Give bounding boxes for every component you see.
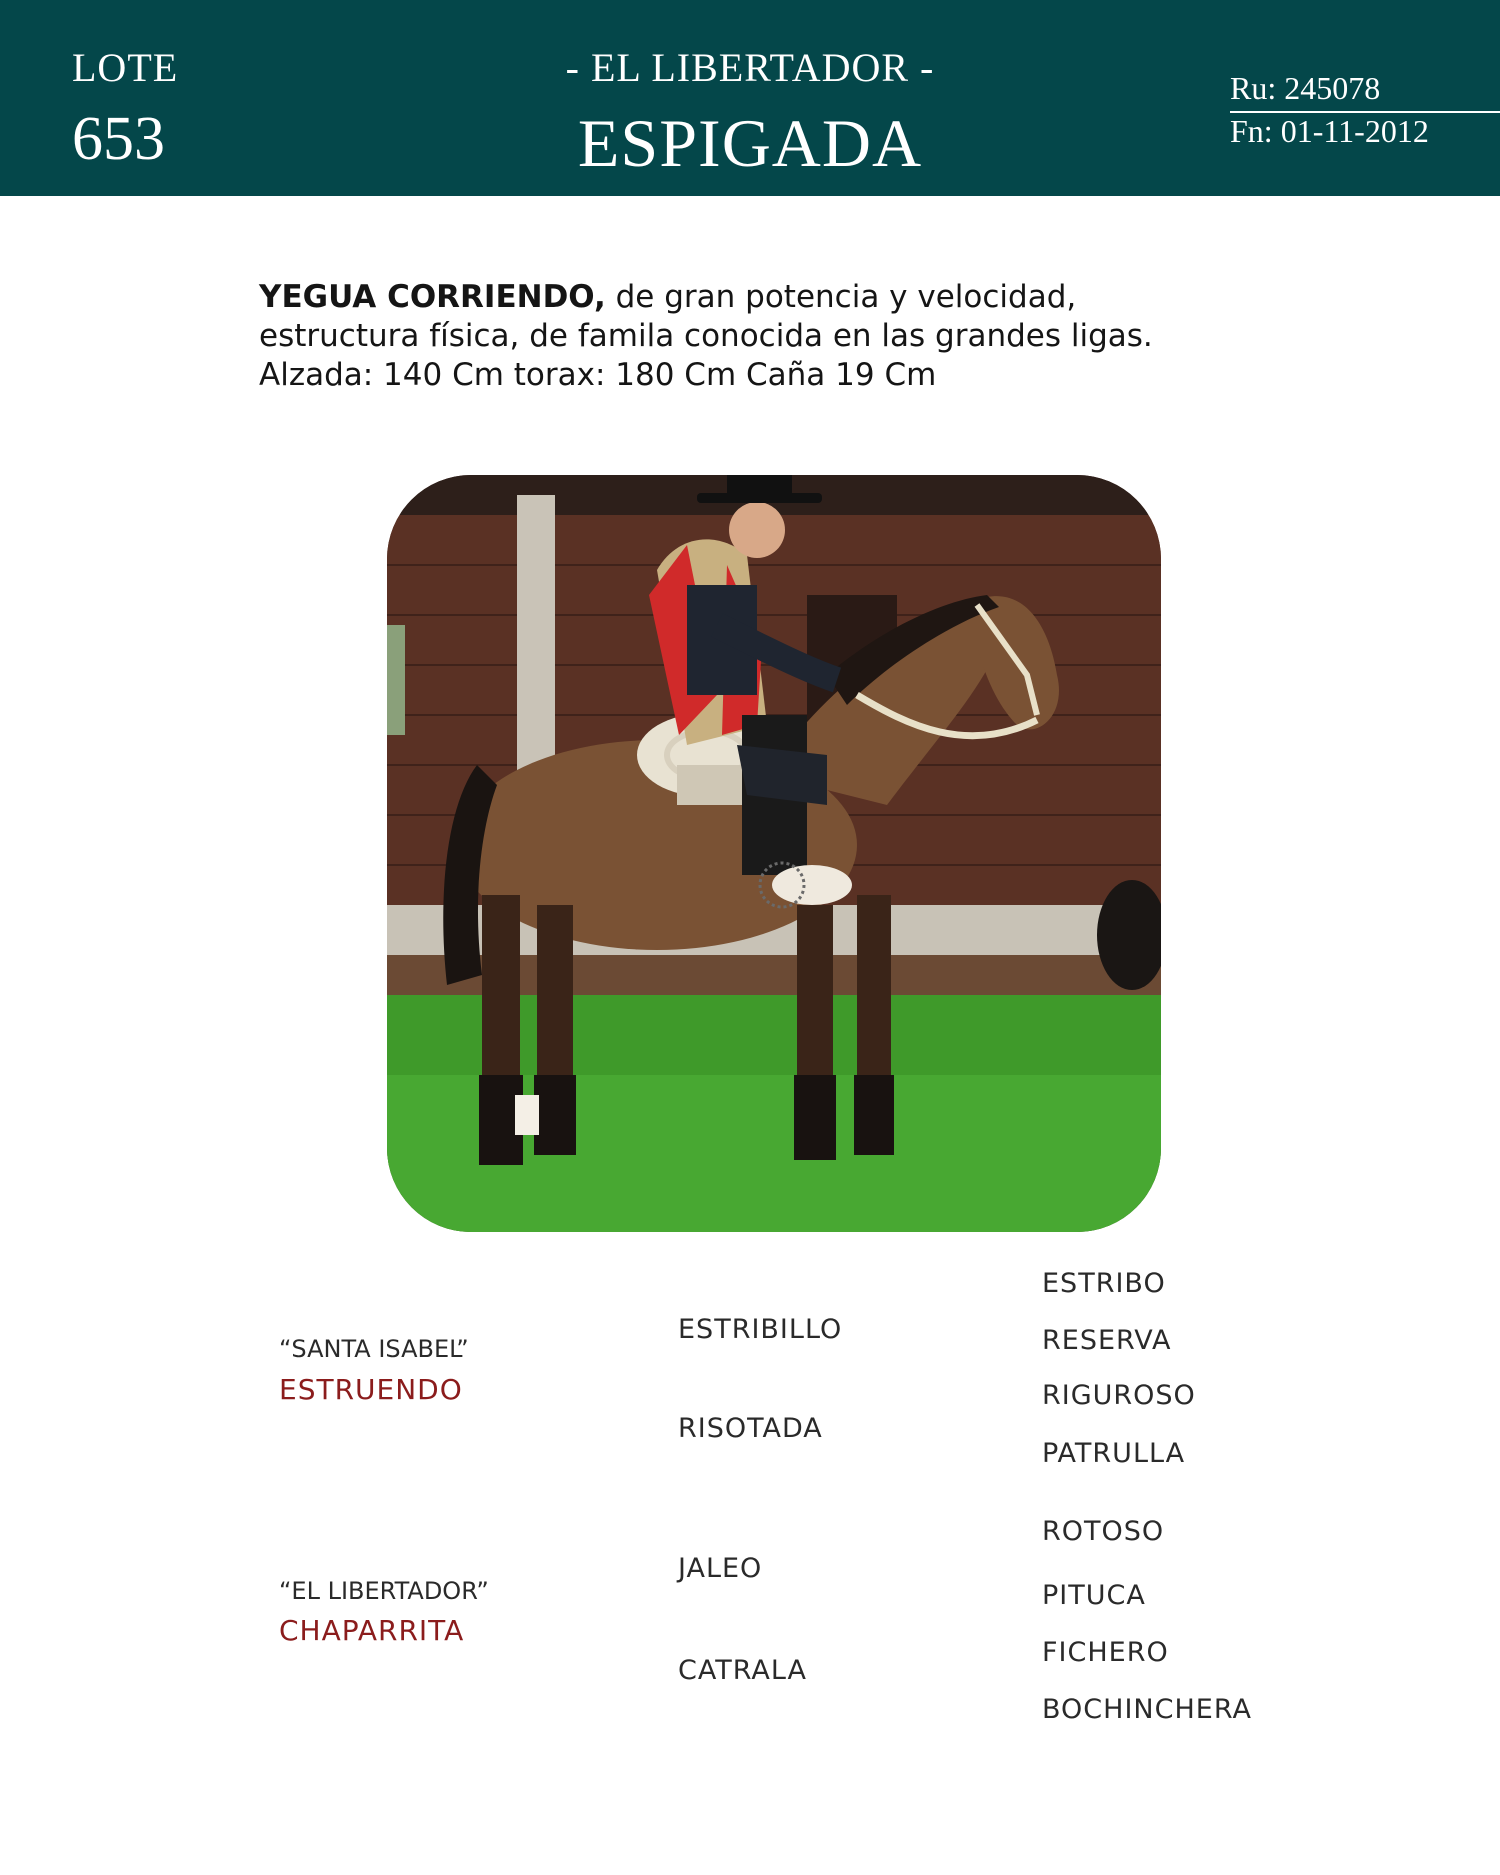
- lot-header: [0, 0, 1500, 196]
- grandparent-item: RISOTADA: [678, 1413, 823, 1444]
- horse-with-rider-photo: [387, 475, 1161, 1232]
- registration-number: Ru: 245078: [1230, 70, 1381, 106]
- description-text: de gran potencia y velocidad, estructura física, de famila conocida en las grandes ligas. Alzada: 140 Cm torax: 180 Cm Caña 19 Cm: [259, 279, 1153, 393]
- great-grandparent-item: PATRULLA: [1042, 1438, 1186, 1469]
- great-grandparent-item: BOCHINCHERA: [1042, 1694, 1252, 1725]
- grandparent-item: JALEO: [678, 1553, 763, 1584]
- breeder-name: - EL LIBERTADOR -: [565, 45, 935, 90]
- lot-number: 653: [72, 105, 165, 173]
- photo-illustration: [387, 475, 1161, 1232]
- dam-name: CHAPARRITA: [279, 1614, 465, 1647]
- great-grandparent-item: FICHERO: [1042, 1637, 1169, 1668]
- great-grandparent-item: RIGUROSO: [1042, 1380, 1196, 1411]
- sire-name: ESTRUENDO: [279, 1373, 463, 1406]
- great-grandparent-item: RESERVA: [1042, 1325, 1172, 1356]
- birth-date: Fn: 01-11-2012: [1230, 113, 1429, 149]
- great-grandparent-item: ROTOSO: [1042, 1516, 1165, 1547]
- grandparent-item: CATRALA: [678, 1655, 807, 1686]
- grandparent-item: ESTRIBILLO: [678, 1314, 843, 1345]
- sire-breeder: “SANTA ISABEL”: [279, 1335, 469, 1363]
- horse-description: [259, 278, 1159, 395]
- great-grandparent-item: PITUCA: [1042, 1580, 1146, 1611]
- great-grandparent-item: ESTRIBO: [1042, 1268, 1166, 1299]
- horse-name: ESPIGADA: [577, 105, 923, 181]
- lot-label: LOTE: [72, 45, 179, 90]
- dam-breeder: “EL LIBERTADOR”: [279, 1577, 489, 1605]
- description-lead: YEGUA CORRIENDO,: [259, 279, 606, 315]
